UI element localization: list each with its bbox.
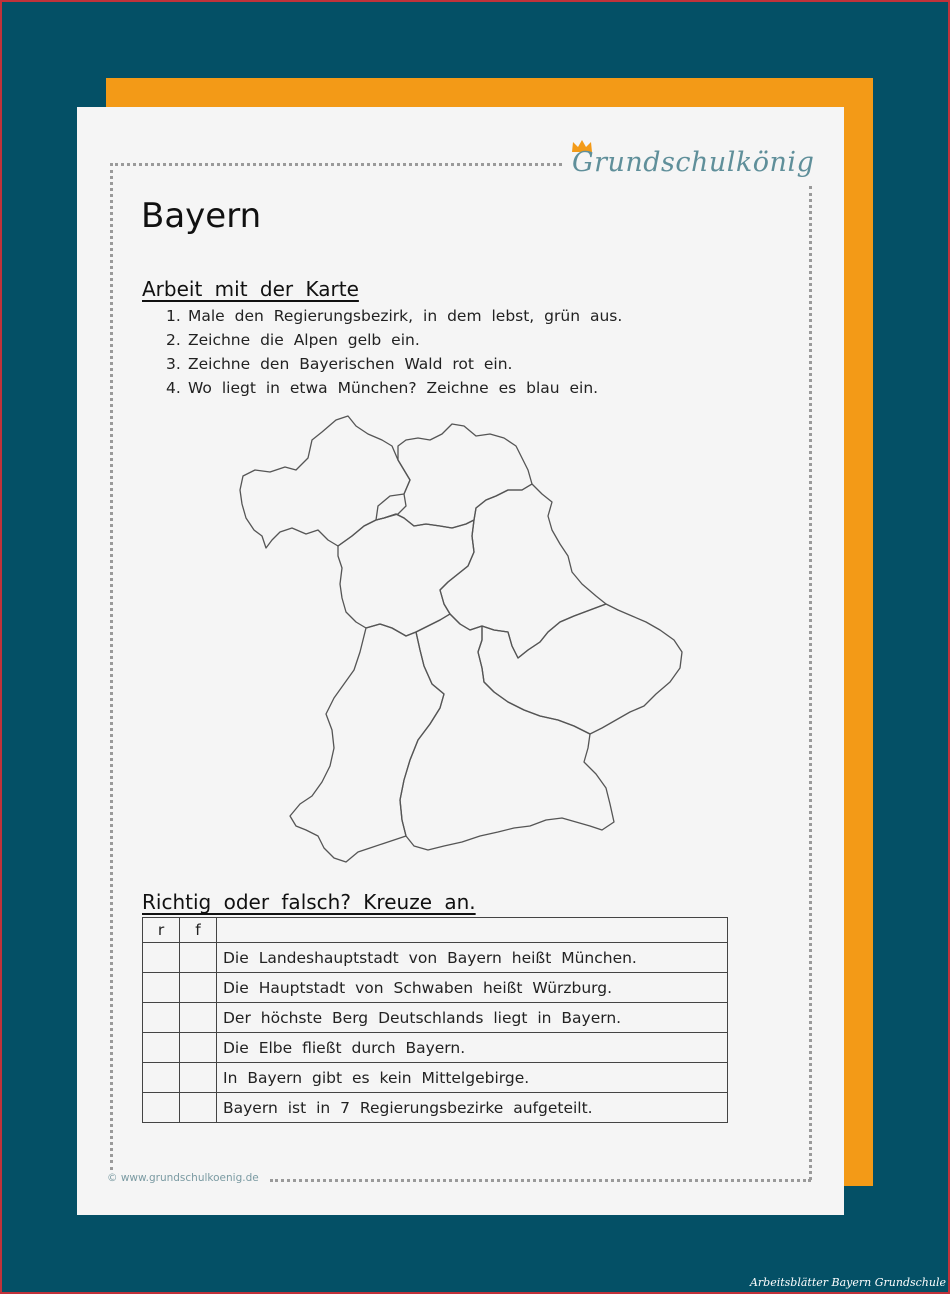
table-row <box>143 1033 728 1063</box>
logo <box>570 138 820 182</box>
column-header-r: r <box>143 918 180 943</box>
checkbox-cell-f[interactable] <box>180 1003 217 1033</box>
task-item: 1. Male den Regierungsbezirk, in dem lebst, grün aus. <box>166 307 623 325</box>
statement-cell: Bayern ist in 7 Regierungsbezirke aufgeteilt. <box>217 1093 728 1123</box>
region-oberbayern <box>400 614 614 850</box>
column-header-f: f <box>180 918 217 943</box>
statement-cell: Die Landeshauptstadt von Bayern heißt München. <box>217 943 728 973</box>
checkbox-cell-r[interactable] <box>143 1063 180 1093</box>
task-item: 3. Zeichne den Bayerischen Wald rot ein. <box>166 355 513 373</box>
region-unterfranken <box>240 416 410 548</box>
page-title: Bayern <box>141 196 262 236</box>
logo-text: Grundschulkönig <box>572 147 815 178</box>
region-schwaben <box>290 624 444 862</box>
statement-cell: Der höchste Berg Deutschlands liegt in Bayern. <box>217 1003 728 1033</box>
table-row <box>143 1003 728 1033</box>
table-header-row <box>143 918 728 943</box>
task-item: 4. Wo liegt in etwa München? Zeichne es blau ein. <box>166 379 599 397</box>
quiz-section-heading: Richtig oder falsch? Kreuze an. <box>142 890 476 914</box>
footer-url: © www.grundschulkoenig.de <box>107 1172 259 1184</box>
checkbox-cell-r[interactable] <box>143 943 180 973</box>
region-niederbayern <box>478 604 682 734</box>
dotted-border-bottom <box>270 1179 811 1182</box>
bavaria-outline-map <box>230 410 690 870</box>
dotted-border-left <box>110 163 113 1170</box>
checkbox-cell-f[interactable] <box>180 1033 217 1063</box>
checkbox-cell-f[interactable] <box>180 1093 217 1123</box>
task-list <box>166 305 622 401</box>
checkbox-cell-r[interactable] <box>143 1033 180 1063</box>
dotted-border-right <box>809 186 812 1180</box>
checkbox-cell-r[interactable] <box>143 1003 180 1033</box>
checkbox-cell-f[interactable] <box>180 973 217 1003</box>
table-row <box>143 943 728 973</box>
table-row <box>143 1093 728 1123</box>
task-item: 2. Zeichne die Alpen gelb ein. <box>166 331 420 349</box>
statement-cell: In Bayern gibt es kein Mittelgebirge. <box>217 1063 728 1093</box>
checkbox-cell-r[interactable] <box>143 973 180 1003</box>
statement-cell: Die Elbe fließt durch Bayern. <box>217 1033 728 1063</box>
column-header-statement <box>217 918 728 943</box>
checkbox-cell-r[interactable] <box>143 1093 180 1123</box>
map-section-heading: Arbeit mit der Karte <box>142 277 359 301</box>
statement-cell: Die Hauptstadt von Schwaben heißt Würzburg. <box>217 973 728 1003</box>
image-caption: Arbeitsblätter Bayern Grundschule <box>749 1276 946 1289</box>
region-oberpfalz <box>440 484 606 658</box>
table-row <box>143 973 728 1003</box>
checkbox-cell-f[interactable] <box>180 1063 217 1093</box>
true-false-table <box>142 917 728 1123</box>
table-row <box>143 1063 728 1093</box>
dotted-border-top <box>110 163 562 166</box>
checkbox-cell-f[interactable] <box>180 943 217 973</box>
